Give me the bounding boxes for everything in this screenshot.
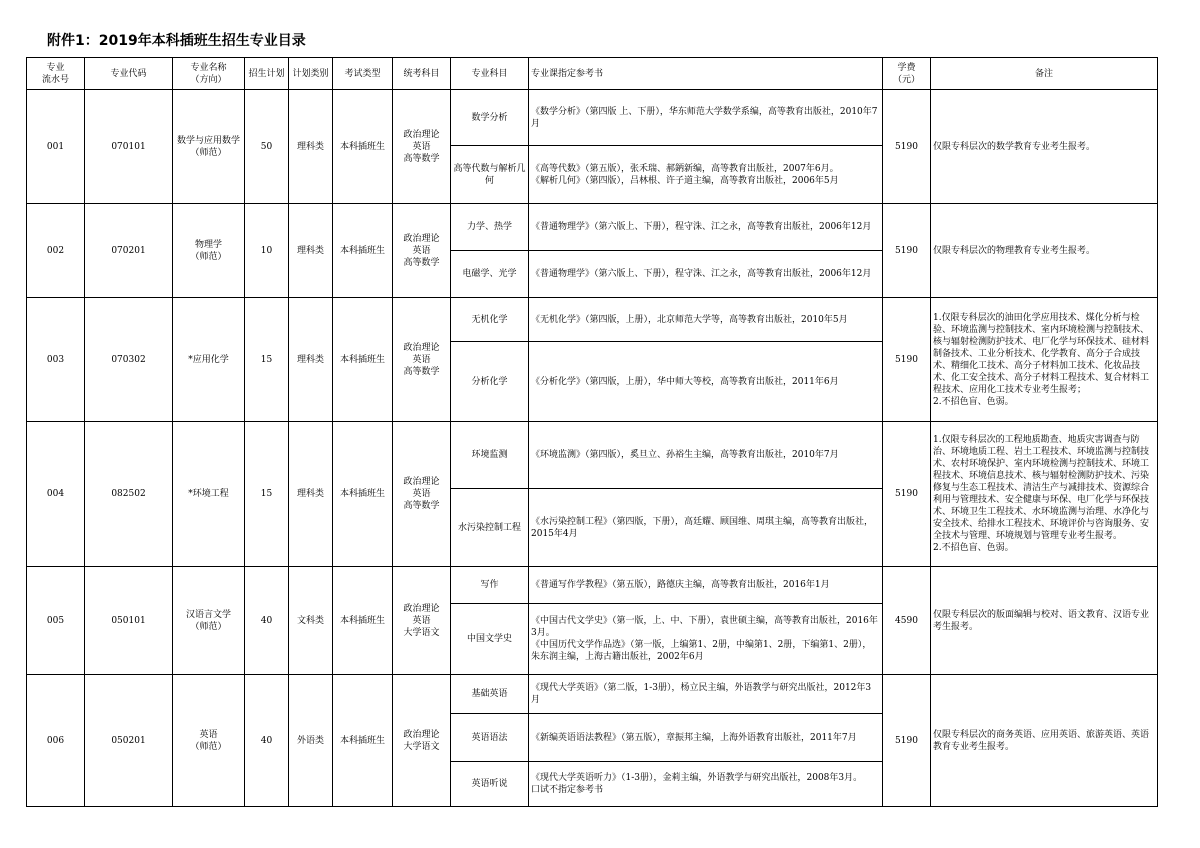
header-name: 专业名称 （方向） [173,58,245,90]
header-plan: 招生计划 [245,58,289,90]
notes-cell: 仅限专科层次的数学教育专业考生报考。 [931,90,1158,204]
reference-cell: 《无机化学》（第四版，上册），北京师范大学等，高等教育出版社，2010年5月 [529,298,883,342]
subject-cell: 中国文学史 [451,604,529,675]
subject-cell: 环境监测 [451,422,529,489]
major-name-cell: *应用化学 [173,298,245,422]
header-unified: 统考科目 [393,58,451,90]
subject-cell: 力学、热学 [451,204,529,251]
plan-cell: 15 [245,298,289,422]
reference-cell: 《数学分析》（第四版 上、下册），华东师范大学数学系编，高等教育出版社，2010年7月 [529,90,883,146]
plan-cell: 40 [245,567,289,675]
major-catalog-table [26,57,1158,807]
notes-cell: 1.仅限专科层次的工程地质勘查、地质灾害调查与防治、环境地质工程、岩土工程技术、环境监测与控制技术、农村环境保护、室内环境检测与控制技术、环境工程技术、环境信息技术、核与辐射检测防护技术、污染修复与生态工程技术、清洁生产与减排技术、资源综合利用与管理技术、安全健康与环保、电厂化学与环保技术、环境卫生工程技术、水环境监测与治理、水净化与安全技术、给排水工程技术、环境评价与咨询服务、安全技术与管理、环境规划与管理专业考生报考。 2.不招色盲、色弱。 [931,422,1158,567]
reference-cell: 《水污染控制工程》（第四版，下册），高廷耀、顾国维、周琪主编，高等教育出版社，2015年4月 [529,489,883,567]
category-cell: 外语类 [289,675,333,807]
header-notes: 备注 [931,58,1158,90]
table-row [27,567,1158,604]
unified-subjects-cell: 政治理论 英语 大学语文 [393,567,451,675]
code-cell: 050201 [85,675,173,807]
table-row [27,675,1158,714]
header-exam-type: 考试类型 [333,58,393,90]
subject-cell: 英语语法 [451,714,529,762]
subject-cell: 高等代数与解析几何 [451,146,529,204]
subject-cell: 分析化学 [451,342,529,422]
serial-cell: 001 [27,90,85,204]
notes-cell: 仅限专科层次的物理教育专业考生报考。 [931,204,1158,298]
exam-type-cell: 本科插班生 [333,567,393,675]
unified-subjects-cell: 政治理论 英语 高等数学 [393,204,451,298]
code-cell: 070101 [85,90,173,204]
subject-cell: 写作 [451,567,529,604]
exam-type-cell: 本科插班生 [333,675,393,807]
reference-cell: 《新编英语语法教程》（第五版），章振邦主编，上海外语教育出版社，2011年7月 [529,714,883,762]
fee-cell: 5190 [883,90,931,204]
reference-cell: 《现代大学英语》（第二版，1-3册），杨立民主编，外语教学与研究出版社，2012年3月 [529,675,883,714]
exam-type-cell: 本科插班生 [333,204,393,298]
header-category: 计划类别 [289,58,333,90]
fee-cell: 4590 [883,567,931,675]
subject-cell: 基础英语 [451,675,529,714]
serial-cell: 006 [27,675,85,807]
category-cell: 理科类 [289,90,333,204]
major-name-cell: 英语 （师范） [173,675,245,807]
header-fee: 学费 （元） [883,58,931,90]
reference-cell: 《普通写作学教程》（第五版），路德庆主编，高等教育出版社，2016年1月 [529,567,883,604]
table-row [27,298,1158,342]
header-serial: 专业 流水号 [27,58,85,90]
subject-cell: 水污染控制工程 [451,489,529,567]
code-cell: 050101 [85,567,173,675]
serial-cell: 004 [27,422,85,567]
reference-cell: 《普通物理学》（第六版上、下册），程守洙、江之永，高等教育出版社，2006年12月 [529,251,883,298]
exam-type-cell: 本科插班生 [333,422,393,567]
table-row [27,90,1158,146]
category-cell: 理科类 [289,298,333,422]
code-cell: 082502 [85,422,173,567]
subject-cell: 英语听说 [451,762,529,807]
table-row [27,204,1158,251]
subject-cell: 无机化学 [451,298,529,342]
table-row [27,422,1158,489]
serial-cell: 002 [27,204,85,298]
header-subject: 专业科目 [451,58,529,90]
code-cell: 070201 [85,204,173,298]
unified-subjects-cell: 政治理论 英语 高等数学 [393,422,451,567]
major-name-cell: 汉语言文学 （师范） [173,567,245,675]
category-cell: 理科类 [289,204,333,298]
serial-cell: 005 [27,567,85,675]
category-cell: 文科类 [289,567,333,675]
plan-cell: 10 [245,204,289,298]
header-code: 专业代码 [85,58,173,90]
reference-cell: 《现代大学英语听力》（1-3册），金莉主编，外语教学与研究出版社，2008年3月。 口试不指定参考书 [529,762,883,807]
unified-subjects-cell: 政治理论 大学语文 [393,675,451,807]
code-cell: 070302 [85,298,173,422]
plan-cell: 15 [245,422,289,567]
fee-cell: 5190 [883,675,931,807]
header-refs: 专业课指定参考书 [529,58,883,90]
fee-cell: 5190 [883,422,931,567]
unified-subjects-cell: 政治理论 英语 高等数学 [393,90,451,204]
exam-type-cell: 本科插班生 [333,298,393,422]
major-name-cell: 物理学 （师范） [173,204,245,298]
plan-cell: 50 [245,90,289,204]
plan-cell: 40 [245,675,289,807]
page-title: 附件1：2019年本科插班生招生专业目录 [47,33,306,49]
header-row [27,58,1158,90]
notes-cell: 1.仅限专科层次的油田化学应用技术、煤化分析与检验、环境监测与控制技术、室内环境检测与控制技术、核与辐射检测防护技术、电厂化学与环保技术、硅材料制备技术、工业分析技术、化学教育、高分子合成技术、精细化工技术、高分子材料加工技术、化妆品技术、化工安全技术、高分子材料工程技术、复合材料工程技术、应用化工技术专业考生报考； 2.不招色盲、色弱。 [931,298,1158,422]
category-cell: 理科类 [289,422,333,567]
subject-cell: 电磁学、光学 [451,251,529,298]
subject-cell: 数学分析 [451,90,529,146]
notes-cell: 仅限专科层次的版面编辑与校对、语文教育、汉语专业考生报考。 [931,567,1158,675]
serial-cell: 003 [27,298,85,422]
major-name-cell: *环境工程 [173,422,245,567]
reference-cell: 《分析化学》（第四版，上册），华中师大等校，高等教育出版社，2011年6月 [529,342,883,422]
reference-cell: 《高等代数》（第五版），张禾瑞、郝鈵新编，高等教育出版社，2007年6月。 《解析几何》（第四版），吕林根、许子道主编，高等教育出版社，2006年5月 [529,146,883,204]
fee-cell: 5190 [883,298,931,422]
reference-cell: 《中国古代文学史》（第一版，上、中、下册），袁世硕主编，高等教育出版社，2016年3月。 《中国历代文学作品选》（第一版，上编第1、2册，中编第1、2册，下编第1、2册），朱东润主编，上海古籍出版社，2002年6月 [529,604,883,675]
major-name-cell: 数学与应用数学 （师范） [173,90,245,204]
exam-type-cell: 本科插班生 [333,90,393,204]
reference-cell: 《普通物理学》（第六版上、下册），程守洙、江之永，高等教育出版社，2006年12月 [529,204,883,251]
fee-cell: 5190 [883,204,931,298]
reference-cell: 《环境监测》（第四版），奚旦立、孙裕生主编，高等教育出版社，2010年7月 [529,422,883,489]
unified-subjects-cell: 政治理论 英语 高等数学 [393,298,451,422]
notes-cell: 仅限专科层次的商务英语、应用英语、旅游英语、英语教育专业考生报考。 [931,675,1158,807]
